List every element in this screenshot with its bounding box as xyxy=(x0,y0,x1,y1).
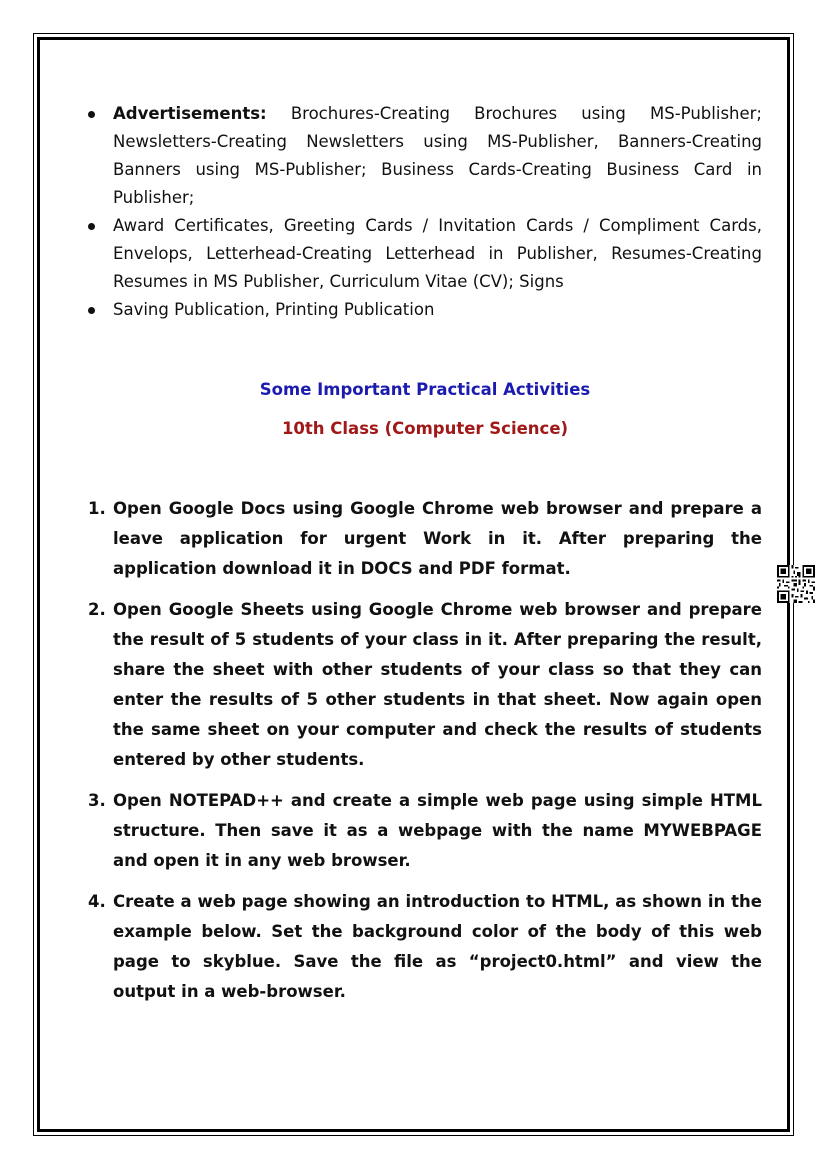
qr-code-icon[interactable] xyxy=(777,565,815,603)
activity-number: 4. xyxy=(88,892,106,911)
activity-item-3 xyxy=(88,786,762,876)
activity-number: 2. xyxy=(88,600,106,619)
activity-item-1 xyxy=(88,494,762,584)
topic-text: Brochures-Creating Brochures using MS-Publisher; Newsletters-Creating Newsletters using MS-Publisher, Banners-Creating Banners using MS-Publisher; Business Cards-Creating Business Card in Publisher; xyxy=(113,104,762,207)
topic-list xyxy=(88,100,762,324)
topic-text: Saving Publication, Printing Publication xyxy=(113,300,435,319)
page-content xyxy=(88,100,762,1018)
bullet-icon xyxy=(88,111,95,118)
activity-item-2 xyxy=(88,595,762,775)
bullet-icon xyxy=(88,307,95,314)
topic-item-advertisements xyxy=(88,100,762,212)
activity-text: Create a web page showing an introduction to HTML, as shown in the example below. Set the background color of the body of this web page to skyblue. Save the file as “project0.html” and view the output in a web-browser. xyxy=(113,892,762,1001)
section-subheading: 10th Class (Computer Science) xyxy=(281,419,569,438)
bullet-icon xyxy=(88,223,95,230)
topic-item-certificates xyxy=(88,212,762,296)
topic-text: Award Certificates, Greeting Cards / Invitation Cards / Compliment Cards, Envelops, Letterhead-Creating Letterhead in Publisher, Resumes-Creating Resumes in MS Publisher, Curriculum Vitae (CV); Signs xyxy=(113,216,762,291)
activity-text: Open Google Sheets using Google Chrome web browser and prepare the result of 5 students of your class in it. After preparing the result, share the sheet with other students of your class so that they can enter the results of 5 other students in that sheet. Now again open the same sheet on your computer and check the results of students entered by other students. xyxy=(113,600,762,769)
activity-number: 1. xyxy=(88,499,106,518)
activity-number: 3. xyxy=(88,791,106,810)
section-heading: Some Important Practical Activities xyxy=(259,380,591,399)
topic-lead: Advertisements: xyxy=(113,104,267,123)
activity-text: Open NOTEPAD++ and create a simple web page using simple HTML structure. Then save it as a webpage with the name MYWEBPAGE and open it in any web browser. xyxy=(113,791,762,870)
activity-text: Open Google Docs using Google Chrome web browser and prepare a leave application for urgent Work in it. After preparing the application download it in DOCS and PDF format. xyxy=(113,499,762,578)
activity-item-4 xyxy=(88,887,762,1007)
topic-item-saving xyxy=(88,296,762,324)
activity-list xyxy=(88,494,762,1007)
